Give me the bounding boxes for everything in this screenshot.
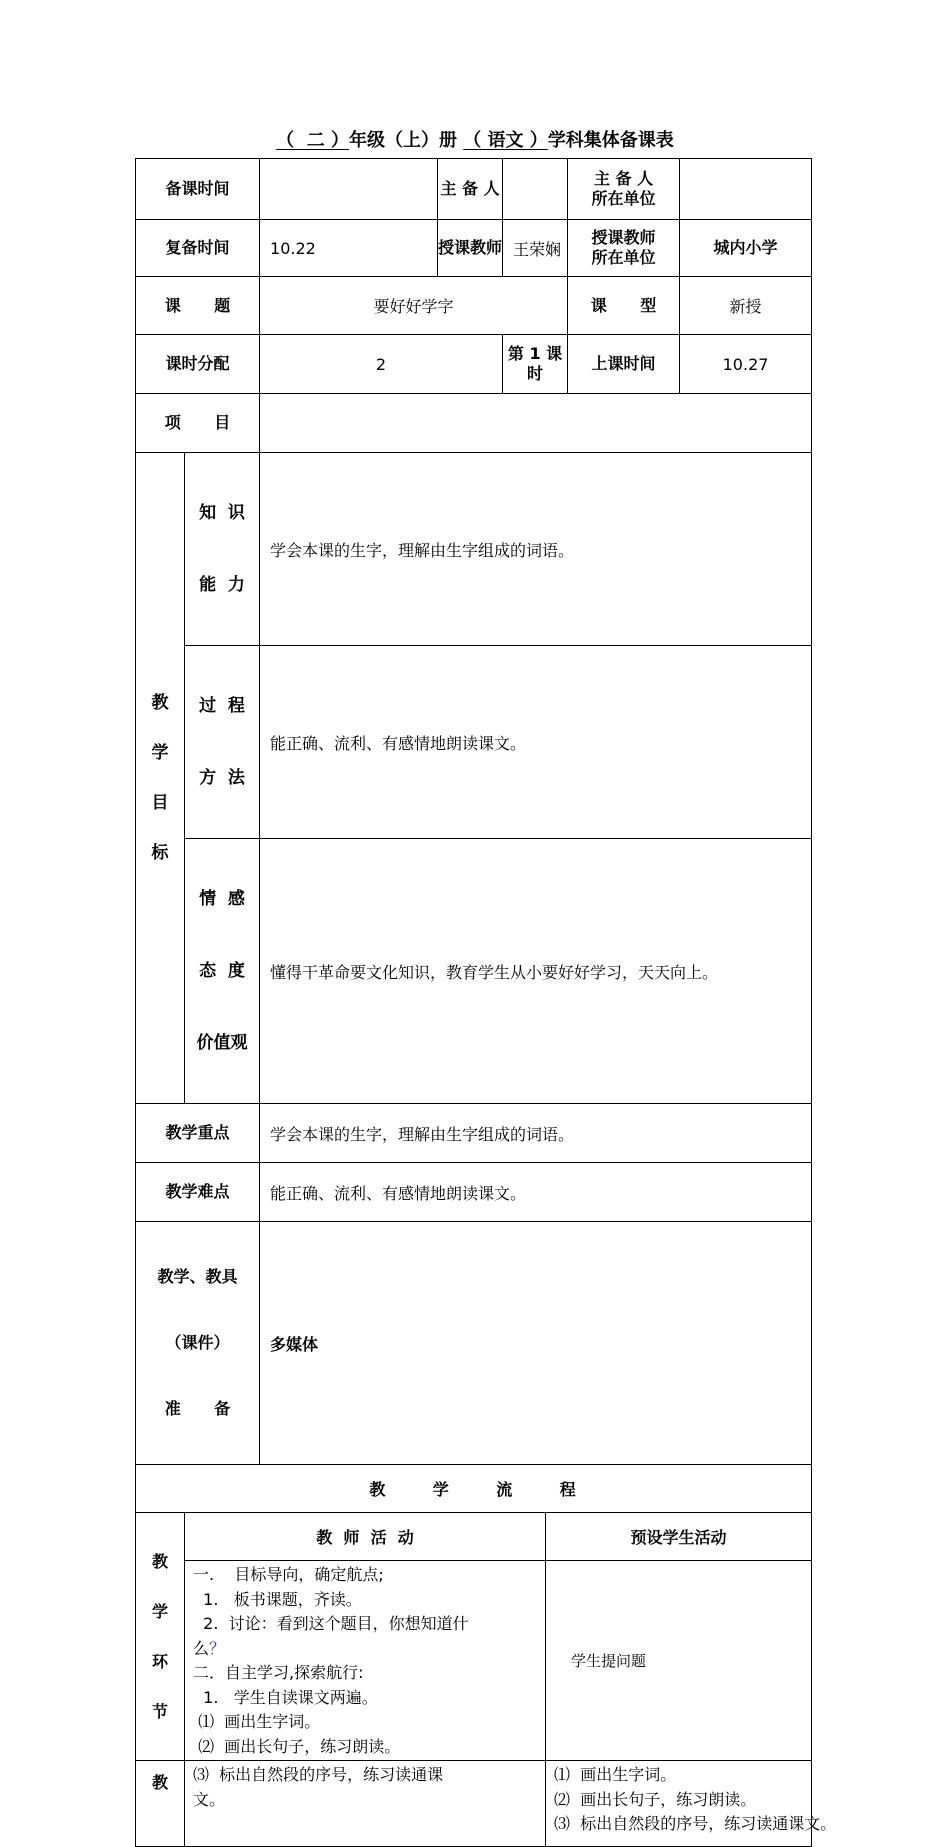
teacher-line: 文。	[193, 1789, 226, 1809]
tools-text: 多媒体	[260, 1222, 812, 1465]
objective-label-line2: 态 度	[199, 961, 245, 981]
row-flow-body-2	[136, 1761, 812, 1847]
flow-header: 教 学 流 程	[136, 1465, 812, 1513]
student-activity-text-2	[546, 1761, 837, 1847]
objective-label-line1: 情 感	[199, 889, 245, 909]
row-difficulty	[136, 1163, 812, 1222]
review-time-value: 10.22	[260, 220, 438, 277]
row-flow-body	[136, 1561, 812, 1761]
objectives-side-label	[136, 453, 185, 1104]
teacher-label: 授课教师	[438, 220, 503, 277]
teacher-line: ⑵ 画出长句子，练习朗读。	[193, 1736, 401, 1756]
hours-value: 2	[260, 335, 503, 394]
teacher-line: 二．自主学习,探索航行:	[193, 1663, 364, 1682]
objectives-side-char: 目	[151, 793, 169, 813]
lesson-number: 第 1 课时	[503, 335, 568, 394]
row-key-point	[136, 1104, 812, 1163]
teacher-activity-text-2	[185, 1761, 546, 1847]
hours-label: 课时分配	[136, 335, 260, 394]
preparer-unit-label-line1: 主 备 人	[593, 169, 654, 188]
teacher-line: 1. 板书课题，齐读。	[193, 1589, 362, 1609]
flow-side-label	[136, 1513, 185, 1761]
objective-label-line3: 价值观	[196, 1033, 248, 1053]
teacher-activity-text	[185, 1561, 546, 1761]
objective-label-line2: 方 法	[199, 768, 245, 788]
teacher-unit-value: 城内小学	[680, 220, 812, 277]
row-topic	[136, 277, 812, 335]
prep-time-label: 备课时间	[136, 159, 260, 220]
class-time-value: 10.27	[680, 335, 812, 394]
review-time-label: 复备时间	[136, 220, 260, 277]
flow-side-char: 学	[151, 1601, 168, 1621]
objectives-side-char: 教	[151, 693, 169, 713]
objective-text: 学会本课的生字，理解由生字组成的词语。	[260, 453, 812, 646]
tools-label-line3: 准 备	[164, 1399, 231, 1418]
tools-label-line1: 教学、教具	[157, 1267, 238, 1286]
teacher-unit-label	[568, 220, 680, 277]
lesson-plan-table	[135, 158, 837, 1847]
title-subject-suffix: 学科集体备课表	[547, 130, 674, 151]
preparer-unit-label	[568, 159, 680, 220]
preparer-label: 主 备 人	[438, 159, 503, 220]
teacher-line: ⑶ 标出自然段的序号，练习读通课	[193, 1765, 444, 1784]
teacher-unit-label-line2: 所在单位	[591, 248, 656, 267]
preparer-unit-label-line2: 所在单位	[591, 189, 656, 208]
title-grade: （ 二 ）	[276, 130, 349, 151]
student-line: ⑵ 画出长句子，练习朗读。	[554, 1789, 757, 1809]
teacher-unit-label-line1: 授课教师	[591, 228, 656, 247]
row-flow-header	[136, 1465, 812, 1513]
page-title	[0, 126, 950, 152]
objective-label-line1: 过 程	[199, 696, 245, 716]
teacher-line: ⑴ 画出生字词。	[193, 1712, 321, 1731]
objective-text: 懂得干革命要文化知识，教育学生从小要好好学习，天天向上。	[260, 839, 812, 1104]
flow-side-char: 教	[151, 1551, 168, 1571]
teacher-line: 一. 目标导向，确定航点;	[193, 1565, 384, 1584]
prep-time-value	[260, 159, 438, 220]
student-activity-header: 预设学生活动	[546, 1513, 812, 1561]
title-subject: （ 语文 ）	[463, 130, 548, 151]
student-activity-text: 学生提问题	[546, 1561, 812, 1761]
flow-side-char: 节	[151, 1701, 168, 1721]
objective-text: 能正确、流利、有感情地朗读课文。	[260, 646, 812, 839]
row-review-time	[136, 220, 812, 277]
title-grade-suffix: 年级（上）册	[348, 130, 457, 151]
objective-label	[185, 646, 260, 839]
question-mark: ？	[209, 1638, 226, 1658]
project-label: 项 目	[136, 394, 260, 453]
objectives-side-char: 标	[151, 843, 169, 863]
objective-label	[185, 453, 260, 646]
row-project	[136, 394, 812, 453]
difficulty-label: 教学难点	[136, 1163, 260, 1222]
preparer-value	[503, 159, 568, 220]
preparer-unit-value	[680, 159, 812, 220]
project-value	[260, 394, 812, 453]
objectives-side-char: 学	[151, 743, 169, 763]
type-value: 新授	[680, 277, 812, 335]
objective-row	[136, 453, 812, 646]
flow-side-char: 环	[151, 1651, 168, 1671]
row-prep-time	[136, 159, 812, 220]
teacher-line-wrap	[193, 1637, 537, 1662]
objective-row	[136, 839, 812, 1104]
teacher-line: 2. 讨论：看到这个题目，你想知道什	[193, 1614, 469, 1633]
row-flow-columns	[136, 1513, 812, 1561]
student-line: ⑴ 画出生字词。	[554, 1765, 677, 1784]
objective-label-line1: 知 识	[199, 503, 245, 523]
flow-side-label-2: 教	[136, 1761, 185, 1847]
teacher-activity-header: 教 师 活 动	[185, 1513, 546, 1561]
teacher-line: 1. 学生自读课文两遍。	[193, 1687, 378, 1707]
row-tools	[136, 1222, 812, 1465]
key-point-label: 教学重点	[136, 1104, 260, 1163]
topic-label: 课 题	[136, 277, 260, 335]
row-hours	[136, 335, 812, 394]
tools-label	[136, 1222, 260, 1465]
objective-row	[136, 646, 812, 839]
student-line: ⑶ 标出自然段的序号，练习读通课文。	[554, 1814, 837, 1833]
type-label: 课 型	[568, 277, 680, 335]
teacher-line: 么	[193, 1638, 210, 1658]
difficulty-text: 能正确、流利、有感情地朗读课文。	[260, 1163, 812, 1222]
objective-label-line2: 能 力	[199, 575, 245, 595]
objective-label	[185, 839, 260, 1104]
key-point-text: 学会本课的生字，理解由生字组成的词语。	[260, 1104, 812, 1163]
teacher-value: 王荣娴	[503, 220, 568, 277]
class-time-label: 上课时间	[568, 335, 680, 394]
tools-label-line2: （课件）	[165, 1333, 230, 1352]
topic-value: 要好好学字	[260, 277, 568, 335]
